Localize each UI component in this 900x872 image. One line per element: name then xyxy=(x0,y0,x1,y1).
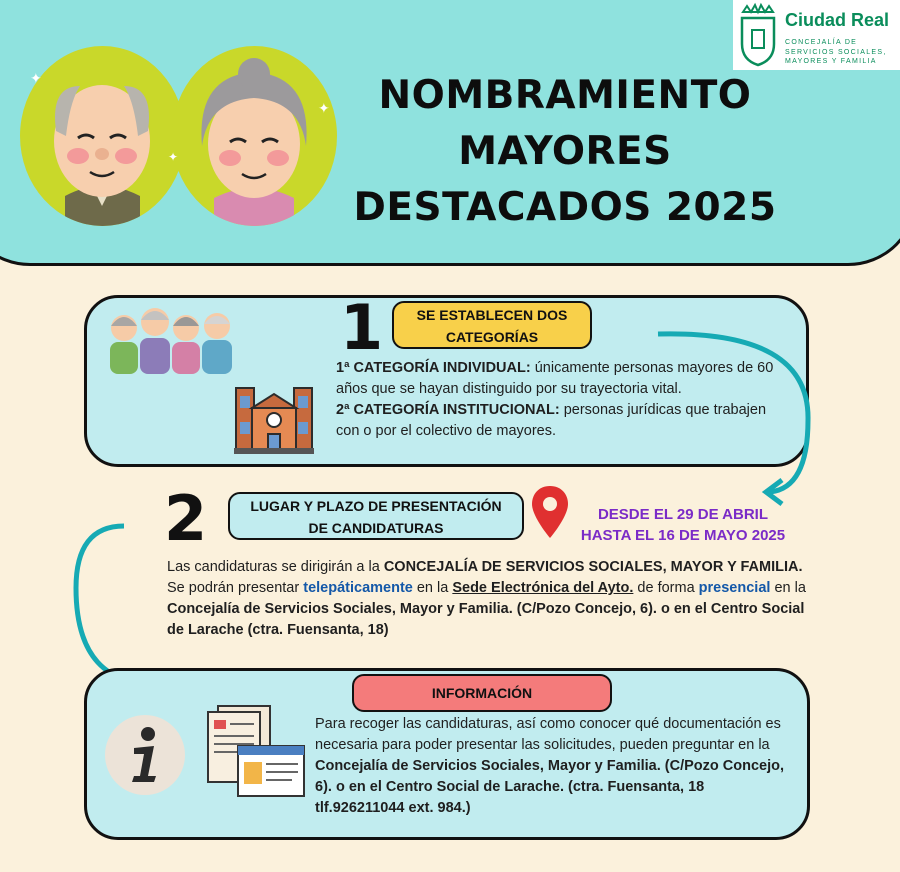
submission-dates xyxy=(567,504,799,546)
elderly-woman-illustration xyxy=(172,46,337,226)
logo-subtitle xyxy=(785,38,887,67)
section2-body xyxy=(167,557,807,641)
body-bold: CONCEJALÍA DE SERVICIOS SOCIALES, MAYOR Y FAMILIA. xyxy=(383,559,803,575)
pill-line: CATEGORÍAS xyxy=(445,329,539,345)
section2-number: 2 xyxy=(164,482,208,555)
sparkle-icon: ✦ xyxy=(168,150,179,164)
logo-subtitle-line: MAYORES Y FAMILIA xyxy=(785,58,877,65)
logo-subtitle-line: CONCEJALÍA DE xyxy=(785,39,858,46)
sparkle-icon: ✦ xyxy=(318,100,330,116)
section1-heading-pill xyxy=(392,301,592,349)
body-bold: Concejalía de Servicios Sociales, Mayor y Familia. (C/Pozo Concejo, 6). o en el Centro Social de Larache. (ctra. Fuensanta, 18 tlf.926211044 ext. 984.) xyxy=(315,758,784,816)
date-to: HASTA EL 16 DE MAYO 2025 xyxy=(580,527,786,544)
logo xyxy=(733,0,900,70)
title-line: DESTACADOS 2025 xyxy=(353,185,777,230)
documents-icon xyxy=(204,702,308,802)
sede-electronica-link[interactable]: Sede Electrónica del Ayto. xyxy=(452,580,634,596)
category1-label: 1ª CATEGORÍA INDIVIDUAL: xyxy=(336,360,531,376)
pill-line: DE CANDIDATURAS xyxy=(308,520,444,536)
section2-heading-pill xyxy=(228,492,524,540)
section1-number: 1 xyxy=(340,291,384,364)
body-text: Las candidaturas se dirigirán a la xyxy=(167,559,384,575)
pill-line: LUGAR Y PLAZO DE PRESENTACIÓN xyxy=(250,498,502,514)
elderly-group-icon xyxy=(104,302,238,376)
telematic-keyword: telepáticamente xyxy=(303,580,413,596)
page-title xyxy=(330,68,800,236)
building-icon xyxy=(234,374,314,454)
elderly-man-illustration xyxy=(20,46,185,226)
arrow-right-down-icon xyxy=(650,320,830,510)
presencial-keyword: presencial xyxy=(698,580,771,596)
logo-name: Ciudad Real xyxy=(785,10,890,30)
body-text: de forma xyxy=(633,580,699,596)
location-pin-icon xyxy=(530,484,570,540)
information-pill: INFORMACIÓN xyxy=(352,674,612,712)
body-text: Se podrán presentar xyxy=(167,580,304,596)
info-icon xyxy=(104,714,186,796)
category2-text: personas jurídicas que trabajen con o por el colectivo de mayores. xyxy=(336,402,767,439)
logo-subtitle-line: SERVICIOS SOCIALES, xyxy=(785,48,887,56)
category2-label: 2ª CATEGORÍA INSTITUCIONAL: xyxy=(336,402,560,418)
title-line: NOMBRAMIENTO xyxy=(378,73,752,118)
body-bold: Concejalía de Servicios Sociales, Mayor y Familia. (C/Pozo Concejo, 6). o en el Centro Social de Larache (ctra. Fuensanta, 18) xyxy=(167,601,805,638)
section3-body xyxy=(315,714,793,819)
category1-text: únicamente personas mayores de 60 años que se hayan distinguido por su trayectoria vital. xyxy=(336,360,774,397)
date-from: DESDE EL 29 DE ABRIL xyxy=(597,506,769,523)
title-line: MAYORES xyxy=(458,129,672,174)
sparkle-icon: ✦ xyxy=(30,70,42,86)
body-text: en la xyxy=(770,580,806,596)
body-text: en la xyxy=(412,580,453,596)
pill-line: SE ESTABLECEN DOS xyxy=(416,307,568,323)
body-text: Para recoger las candidaturas, así como conocer qué documentación es necesaria para poder presentar las solicitudes, pueden preguntar en la xyxy=(315,716,781,753)
shield-icon xyxy=(737,2,779,68)
